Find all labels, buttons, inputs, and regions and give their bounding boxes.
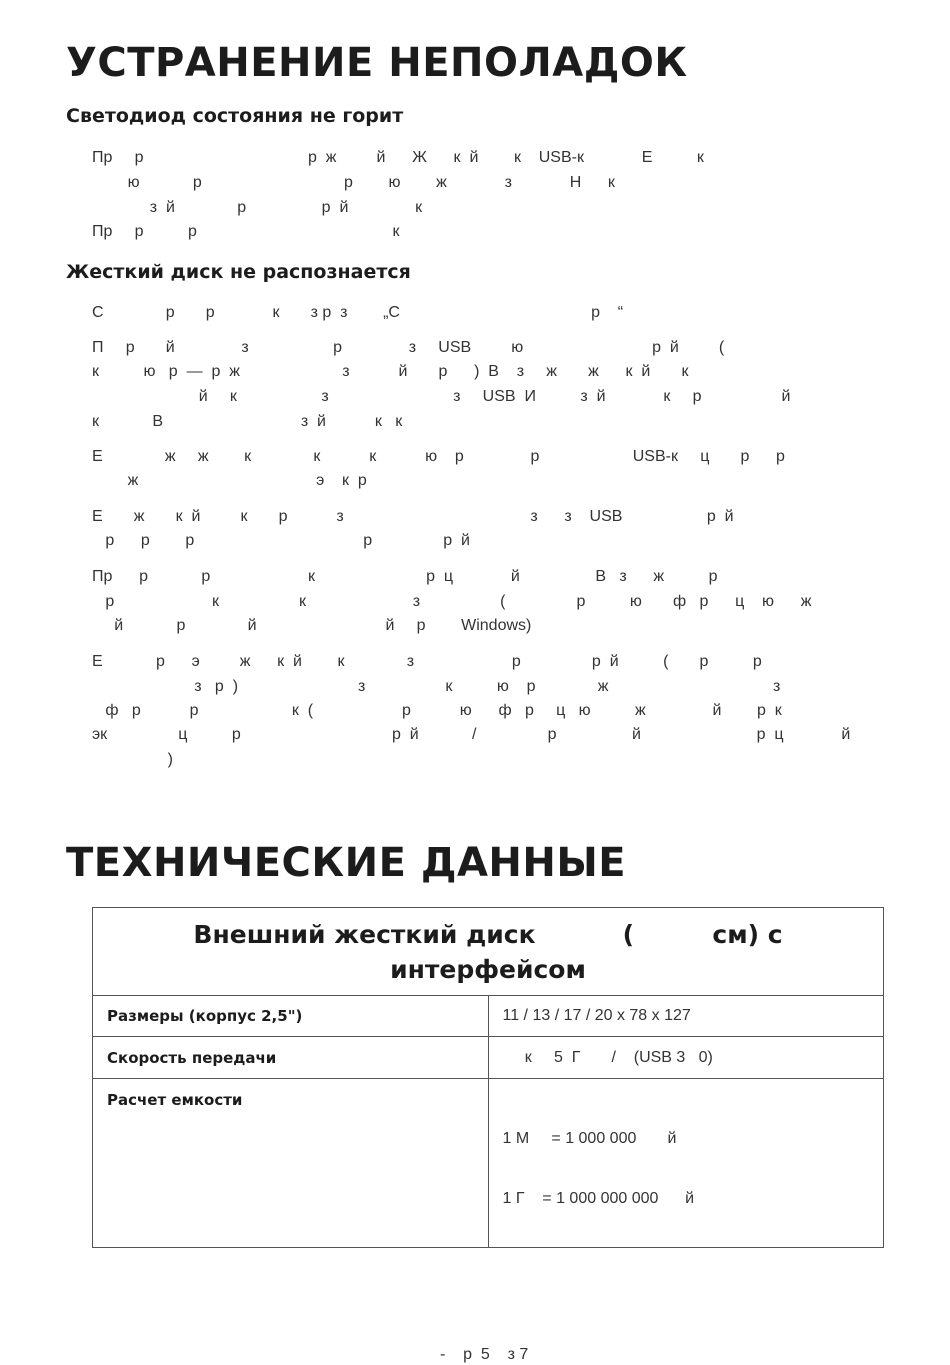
disk-paragraph-2-line: к В з й к к: [92, 413, 403, 430]
spec-value-capacity-line: 1 М = 1 000 000 й: [502, 1130, 677, 1147]
spec-label-speed: Скорость передачи: [93, 1037, 489, 1079]
section-heading-disk: Жесткий диск не распознается: [66, 261, 411, 283]
specs-heading: ТЕХНИЧЕСКИЕ ДАННЫЕ: [66, 840, 627, 886]
led-paragraph-line: ю р р ю ж з Н к: [92, 174, 615, 191]
table-row: [93, 1037, 884, 1079]
spec-value-capacity: [488, 1079, 884, 1248]
spec-label-capacity: Расчет емкости: [93, 1079, 489, 1248]
disk-paragraph-6-line: ): [92, 751, 173, 768]
spec-label-dimensions: Размеры (корпус 2,5"): [93, 996, 489, 1037]
troubleshooting-heading: УСТРАНЕНИЕ НЕПОЛАДОК: [66, 40, 688, 86]
disk-paragraph-5-line: Пр р р к р ц й В з ж р: [92, 568, 718, 585]
page-number: - р 5 з 7: [440, 1346, 529, 1363]
disk-paragraph-2-line: П р й з р з USB ю р й (: [92, 339, 725, 356]
disk-paragraph-6-line: эк ц р р й / р й р ц й: [92, 726, 851, 743]
specs-table-title: [93, 908, 884, 996]
spec-value-capacity-line: 1 Г = 1 000 000 000 й: [502, 1190, 695, 1207]
disk-paragraph-2-line: к ю р — р ж з й р ) В з ж ж к й к: [92, 363, 689, 380]
specs-table-title-line: интерфейсом: [390, 954, 586, 984]
disk-paragraph-4-line: р р р р р й: [92, 532, 470, 549]
disk-paragraph-6-line: ф р р к ( р ю ф р ц ю ж й р к: [92, 702, 782, 719]
disk-paragraph-2-line: й к з з USB И з й к р й: [92, 388, 791, 405]
specs-table: [92, 907, 884, 1248]
disk-paragraph-5-line: р к к з ( р ю ф р ц ю ж: [92, 593, 812, 610]
spec-value-dimensions: 11 / 13 / 17 / 20 x 78 x 127: [488, 996, 884, 1037]
disk-paragraph-6-line: Е р э ж к й к з р р й ( р р: [92, 653, 762, 670]
spec-value-speed: к 5 Г / (USB 3 0): [488, 1037, 884, 1079]
disk-paragraph-3-line: Е ж ж к к к ю р р USB-к ц р р: [92, 448, 785, 465]
disk-paragraph-4-line: Е ж к й к р з з з USB р й: [92, 508, 734, 525]
disk-paragraph-3-line: ж э к р: [92, 472, 367, 489]
disk-paragraph-5-line: й р й й р Windows): [92, 617, 532, 634]
disk-paragraph-1: С р р к з р з „С р “: [92, 304, 624, 321]
section-heading-led: Светодиод состояния не горит: [66, 105, 404, 127]
table-row: [93, 1079, 884, 1248]
table-row: [93, 996, 884, 1037]
specs-table-title-line: Внешний жесткий диск ( см) с: [193, 919, 783, 949]
led-paragraph-line: з й р р й к: [92, 199, 423, 216]
disk-paragraph-6-line: з р ) з к ю р ж з: [92, 678, 781, 695]
led-paragraph-line: Пр р р ж й Ж к й к USB-к Е к: [92, 149, 704, 166]
led-paragraph-line: Пр р р к: [92, 223, 400, 240]
